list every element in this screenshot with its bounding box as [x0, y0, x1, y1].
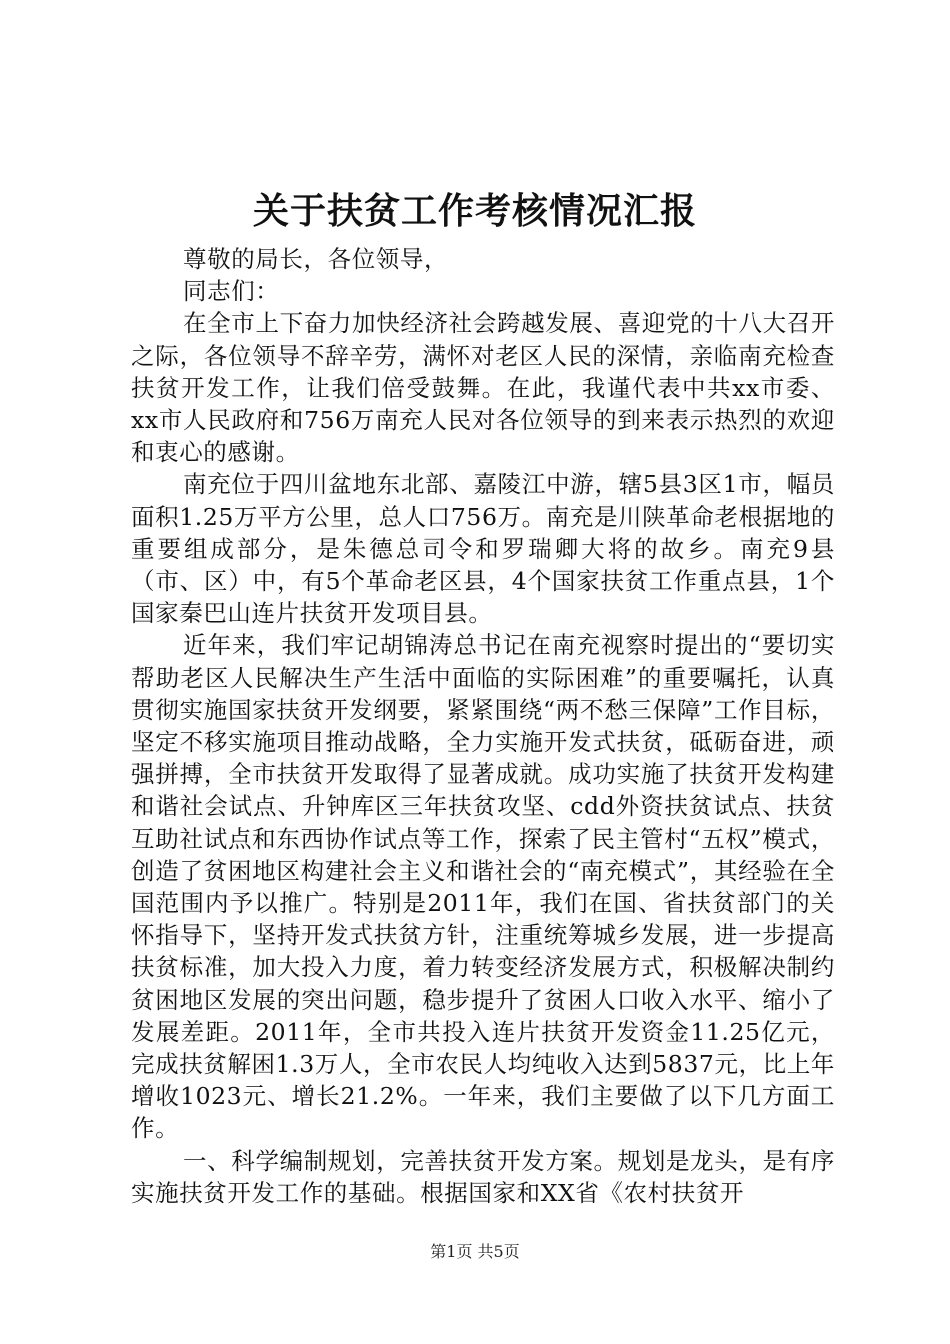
paragraph-1: 在全市上下奋力加快经济社会跨越发展、喜迎党的十八大召开之际，各位领导不辞辛劳，满怀对老区人民的深情，亲临南充检查扶贫开发工作，让我们倍受鼓舞。在此，我谨代表中共xx市委、xx市人民政府和756万南充人民对各位领导的到来表示热烈的欢迎和衷心的感谢。 — [131, 309, 835, 467]
page-number-footer: 第1页 共5页 — [430, 1242, 520, 1261]
document-body — [131, 243, 835, 1209]
paragraph-4: 一、科学编制规划，完善扶贫开发方案。规划是龙头，是有序实施扶贫开发工作的基础。根据国家和XX省《农村扶贫开 — [131, 1146, 835, 1207]
paragraph-3: 近年来，我们牢记胡锦涛总书记在南充视察时提出的“要切实帮助老区人民解决生产生活中面临的实际困难”的重要嘱托，认真贯彻实施国家扶贫开发纲要，紧紧围绕“两不愁三保障”工作目标，坚定不移实施项目推动战略，全力实施开发式扶贫，砥砺奋进，顽强拼搏，全市扶贫开发取得了显著成就。成功实施了扶贫开发构建和谐社会试点、升钟库区三年扶贫攻坚、cdd外资扶贫试点、扶贫互助社试点和东西协作试点等工作，探索了民主管村“五权”模式，创造了贫困地区构建社会主义和谐社会的“南充模式”，其经验在全国范围内予以推广。特别是2011年，我们在国、省扶贫部门的关怀指导下，坚持开发式扶贫方针，注重统筹城乡发展，进一步提高扶贫标准，加大投入力度，着力转变经济发展方式，积极解决制约贫困地区发展的突出问题，稳步提升了贫困人口收入水平、缩小了发展差距。2011年，全市共投入连片扶贫开发资金11.25亿元，完成扶贫解困1.3万人，全市农民人均纯收入达到5837元，比上年增收1023元、增长21.2%。一年来，我们主要做了以下几方面工作。 — [131, 631, 835, 1143]
paragraph-2: 南充位于四川盆地东北部、嘉陵江中游，辖5县3区1市，幅员面积1.25万平方公里，总人口756万。南充是川陕革命老根据地的重要组成部分，是朱德总司令和罗瑞卿大将的故乡。南充9县（市、区）中，有5个革命老区县，4个国家扶贫工作重点县，1个国家秦巴山连片扶贫开发项目县。 — [131, 470, 835, 628]
salutation-line-2: 同志们： — [183, 277, 280, 306]
document-title: 关于扶贫工作考核情况汇报 — [252, 190, 697, 232]
salutation-line-1: 尊敬的局长，各位领导， — [183, 245, 449, 273]
